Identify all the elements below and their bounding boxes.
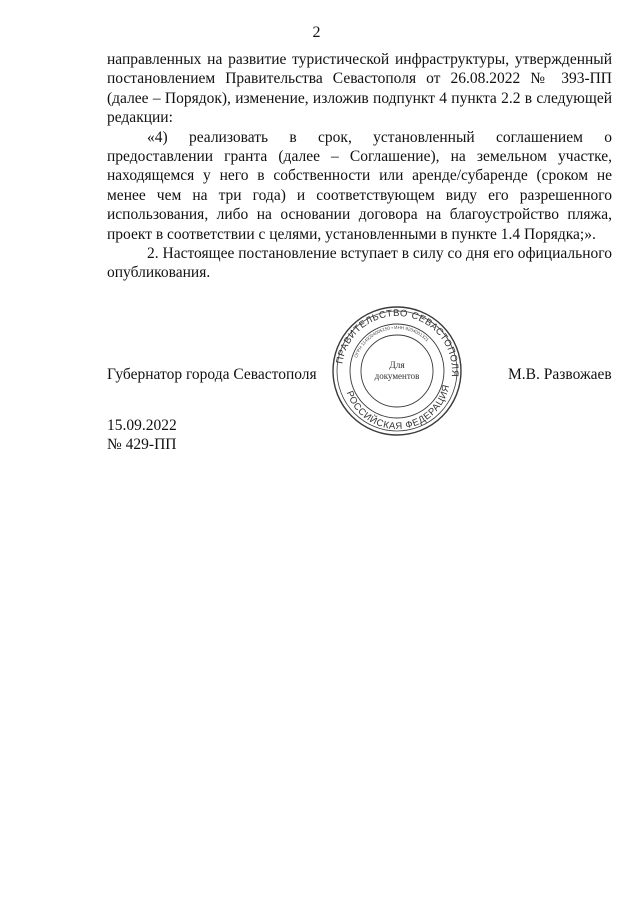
signatory-position: Губернатор города Севастополя [107, 366, 317, 383]
seal-bottom-text: РОССИЙСКАЯ ФЕДЕРАЦИЯ [343, 383, 453, 433]
svg-text:РОССИЙСКАЯ ФЕДЕРАЦИЯ [344, 383, 453, 432]
document-body [107, 50, 612, 283]
document-date: 15.09.2022 [107, 417, 177, 434]
seal-center-line2: документов [374, 371, 420, 381]
seal-outer-text: ПРАВИТЕЛЬСТВО СЕВАСТОПОЛЯ [334, 307, 461, 378]
official-seal [330, 304, 464, 438]
paragraph-quoted-amendment: «4) реализовать в срок, установленный соглашением о предоставлении гранта (далее – Соглашение), на земельном участке, находящемся у него в собственности или аренде/субаренде (сроком не менее чем на три года) и соответствующем виду его разрешенного использования, либо на основании договора на благоустройство пляжа, проект в соответствии с целями, установленными в пункте 1.4 Порядка;». [107, 128, 612, 243]
seal-registration-text: ОГРН 1149204005150 • ИНН 9204001321 [353, 324, 430, 359]
seal-center-line1: Для [389, 361, 405, 371]
page-number: 2 [312, 24, 321, 41]
signatory-name: М.В. Развожаев [508, 366, 612, 383]
document-number: № 429-ПП [107, 436, 177, 453]
paragraph-effective-date: 2. Настоящее постановление вступает в силу со дня его официального опубликования. [107, 245, 612, 282]
paragraph-continuation: направленных на развитие туристической инфраструктуры, утвержденный постановлением Правительства Севастополя от 26.08.2022 № 393-ПП (далее – Порядок), изменение, изложив подпункт 4 пункта 2.2 в следующей редакции: [107, 51, 612, 127]
